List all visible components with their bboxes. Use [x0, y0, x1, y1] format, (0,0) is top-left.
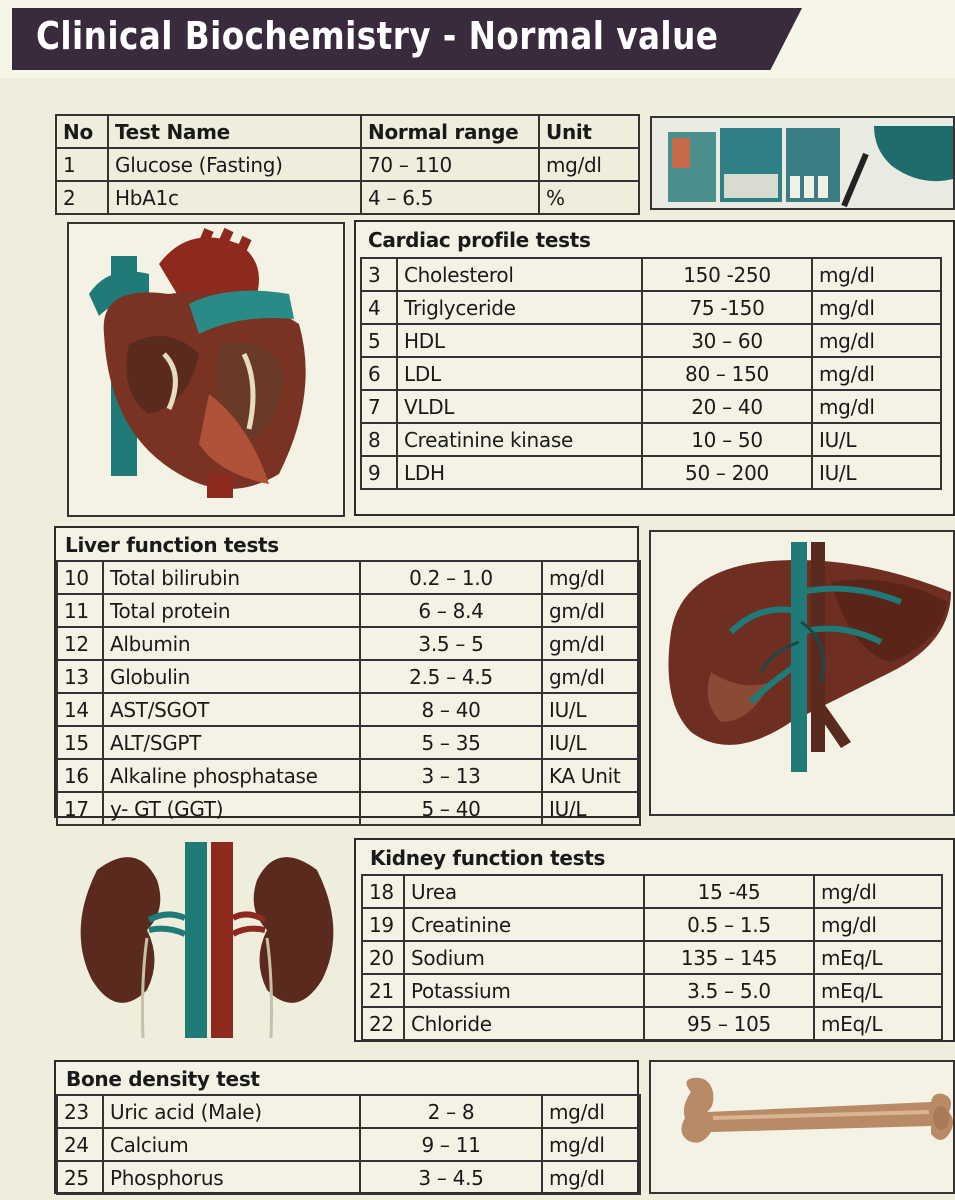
table-row: [362, 1007, 942, 1040]
liver-table: [56, 560, 641, 826]
row-unit: mg/dl: [812, 390, 941, 423]
row-range: 3.5 – 5: [360, 627, 542, 660]
row-range: 4 – 6.5: [361, 181, 539, 214]
kidney-table: [361, 874, 943, 1041]
table-row: [362, 974, 942, 1007]
lab-tubes-icon: [650, 116, 955, 210]
table-row: [57, 792, 640, 825]
row-range: 6 – 8.4: [360, 594, 542, 627]
row-unit: gm/dl: [542, 627, 640, 660]
section-title: Bone density test: [66, 1067, 260, 1091]
row-test-name: VLDL: [397, 390, 642, 423]
row-range: 0.5 – 1.5: [644, 908, 814, 941]
row-test-name: ALT/SGPT: [103, 726, 360, 759]
row-test-name: Alkaline phosphatase: [103, 759, 360, 792]
table-row: [362, 941, 942, 974]
row-range: 70 – 110: [361, 148, 539, 181]
row-range: 3 – 4.5: [360, 1161, 542, 1194]
table-row: [362, 908, 942, 941]
table-row: [362, 875, 942, 908]
table-row: [57, 1095, 640, 1128]
row-no: 3: [361, 258, 397, 291]
row-test-name: y- GT (GGT): [103, 792, 360, 825]
row-test-name: Urea: [404, 875, 644, 908]
table-row: [57, 726, 640, 759]
row-range: 135 – 145: [644, 941, 814, 974]
table-row: [57, 660, 640, 693]
row-range: 10 – 50: [642, 423, 812, 456]
table-row: [57, 594, 640, 627]
row-test-name: Potassium: [404, 974, 644, 1007]
row-no: 14: [57, 693, 103, 726]
table-row: [361, 291, 941, 324]
row-unit: IU/L: [812, 423, 941, 456]
table-row: [361, 456, 941, 489]
row-test-name: Total bilirubin: [103, 561, 360, 594]
row-unit: %: [539, 181, 639, 214]
table-row: [56, 148, 639, 181]
kidney-section: [354, 838, 955, 1042]
table-row: [361, 357, 941, 390]
row-test-name: Sodium: [404, 941, 644, 974]
row-range: 30 – 60: [642, 324, 812, 357]
table-row: [57, 561, 640, 594]
row-unit: KA Unit: [542, 759, 640, 792]
table-row: [361, 258, 941, 291]
table-row: [57, 627, 640, 660]
row-no: 6: [361, 357, 397, 390]
row-no: 7: [361, 390, 397, 423]
row-test-name: Glucose (Fasting): [108, 148, 361, 181]
row-unit: mEq/L: [814, 974, 942, 1007]
row-unit: IU/L: [542, 693, 640, 726]
heart-icon: [69, 224, 343, 515]
row-unit: mg/dl: [539, 148, 639, 181]
row-test-name: Chloride: [404, 1007, 644, 1040]
cardiac-table: [360, 257, 942, 490]
liver-illustration-frame: [649, 530, 955, 816]
row-test-name: Globulin: [103, 660, 360, 693]
row-test-name: Albumin: [103, 627, 360, 660]
row-test-name: Creatinine: [404, 908, 644, 941]
table-header-row: [56, 115, 639, 148]
row-no: 25: [57, 1161, 103, 1194]
row-range: 5 – 40: [360, 792, 542, 825]
row-no: 16: [57, 759, 103, 792]
row-range: 3.5 – 5.0: [644, 974, 814, 1007]
row-no: 22: [362, 1007, 404, 1040]
row-unit: IU/L: [542, 792, 640, 825]
row-unit: gm/dl: [542, 660, 640, 693]
title-bar: [0, 0, 955, 78]
kidney-icon: [67, 830, 345, 1040]
heart-illustration-frame: [67, 222, 345, 517]
row-unit: mg/dl: [542, 1128, 640, 1161]
row-test-name: HbA1c: [108, 181, 361, 214]
row-test-name: Creatinine kinase: [397, 423, 642, 456]
row-range: 20 – 40: [642, 390, 812, 423]
row-range: 3 – 13: [360, 759, 542, 792]
col-header-unit: Unit: [539, 115, 639, 148]
row-no: 2: [56, 181, 108, 214]
row-range: 5 – 35: [360, 726, 542, 759]
bone-section: [54, 1060, 639, 1194]
row-unit: gm/dl: [542, 594, 640, 627]
table-row: [361, 423, 941, 456]
row-unit: mg/dl: [814, 875, 942, 908]
section-title: Kidney function tests: [370, 846, 606, 870]
row-no: 21: [362, 974, 404, 1007]
row-test-name: AST/SGOT: [103, 693, 360, 726]
page-title: Clinical Biochemistry - Normal value: [36, 14, 719, 58]
row-no: 5: [361, 324, 397, 357]
row-range: 8 – 40: [360, 693, 542, 726]
row-range: 150 -250: [642, 258, 812, 291]
row-unit: mEq/L: [814, 1007, 942, 1040]
section-title: Cardiac profile tests: [368, 228, 591, 252]
table-row: [57, 759, 640, 792]
row-no: 20: [362, 941, 404, 974]
col-header-normal-range: Normal range: [361, 115, 539, 148]
liver-section: [54, 526, 639, 821]
row-test-name: Calcium: [103, 1128, 360, 1161]
row-test-name: Uric acid (Male): [103, 1095, 360, 1128]
bone-illustration-frame: [649, 1060, 955, 1194]
table-row: [361, 390, 941, 423]
row-no: 11: [57, 594, 103, 627]
row-range: 15 -45: [644, 875, 814, 908]
section-title: Liver function tests: [65, 533, 279, 557]
row-unit: IU/L: [542, 726, 640, 759]
row-unit: IU/L: [812, 456, 941, 489]
row-range: 9 – 11: [360, 1128, 542, 1161]
liver-icon: [651, 532, 955, 816]
row-unit: mg/dl: [812, 357, 941, 390]
row-range: 95 – 105: [644, 1007, 814, 1040]
row-no: 17: [57, 792, 103, 825]
row-no: 10: [57, 561, 103, 594]
table-row: [57, 1128, 640, 1161]
row-unit: mg/dl: [812, 291, 941, 324]
row-no: 9: [361, 456, 397, 489]
col-header-no: No: [56, 115, 108, 148]
table-row: [57, 1161, 640, 1194]
row-no: 23: [57, 1095, 103, 1128]
row-range: 0.2 – 1.0: [360, 561, 542, 594]
row-no: 8: [361, 423, 397, 456]
row-test-name: Cholesterol: [397, 258, 642, 291]
row-test-name: Triglyceride: [397, 291, 642, 324]
kidney-illustration-frame: [65, 828, 345, 1040]
row-unit: mg/dl: [542, 1095, 640, 1128]
row-unit: mg/dl: [814, 908, 942, 941]
row-no: 19: [362, 908, 404, 941]
row-test-name: LDH: [397, 456, 642, 489]
row-unit: mg/dl: [812, 258, 941, 291]
col-header-test-name: Test Name: [108, 115, 361, 148]
row-no: 4: [361, 291, 397, 324]
row-test-name: Phosphorus: [103, 1161, 360, 1194]
table-row: [56, 181, 639, 214]
row-unit: mEq/L: [814, 941, 942, 974]
row-range: 80 – 150: [642, 357, 812, 390]
row-range: 50 – 200: [642, 456, 812, 489]
row-no: 13: [57, 660, 103, 693]
table-row: [57, 693, 640, 726]
row-test-name: LDL: [397, 357, 642, 390]
row-no: 1: [56, 148, 108, 181]
row-range: 2.5 – 4.5: [360, 660, 542, 693]
row-range: 2 – 8: [360, 1095, 542, 1128]
table-row: [361, 324, 941, 357]
row-no: 24: [57, 1128, 103, 1161]
cardiac-section: [354, 220, 955, 516]
row-test-name: Total protein: [103, 594, 360, 627]
row-no: 12: [57, 627, 103, 660]
bone-table: [56, 1094, 641, 1195]
row-test-name: HDL: [397, 324, 642, 357]
basic-tests-table: [55, 114, 640, 215]
row-unit: mg/dl: [542, 561, 640, 594]
bone-icon: [651, 1062, 955, 1194]
row-unit: mg/dl: [812, 324, 941, 357]
row-no: 18: [362, 875, 404, 908]
row-unit: mg/dl: [542, 1161, 640, 1194]
row-range: 75 -150: [642, 291, 812, 324]
row-no: 15: [57, 726, 103, 759]
